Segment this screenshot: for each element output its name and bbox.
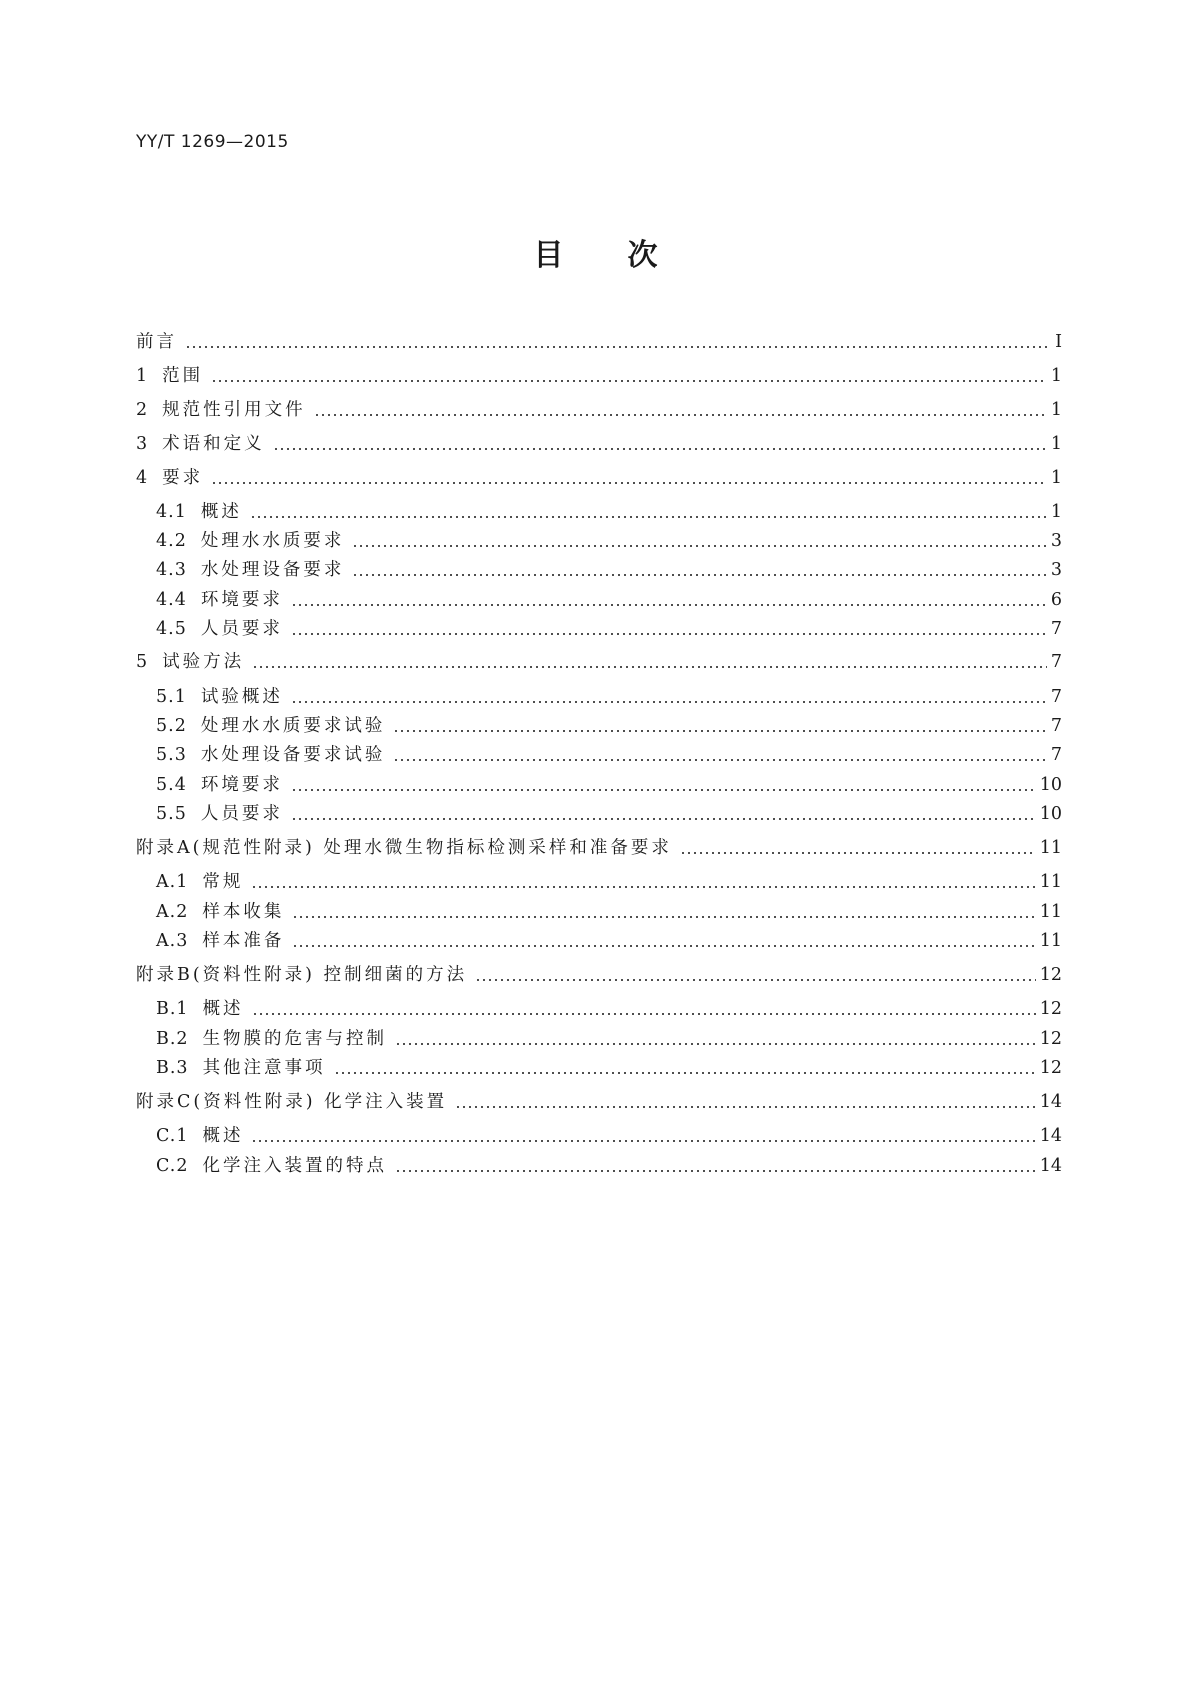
toc-entry[interactable] [156,1027,1062,1051]
dot-leader [273,448,1047,450]
toc-entry-number: B.3 [156,1058,189,1078]
toc-entry-page: 7 [1050,652,1062,672]
toc-entry-page: 3 [1050,560,1062,580]
toc-entry-number: 5.1 [156,687,187,707]
dot-leader [185,346,1048,348]
toc-entry[interactable] [156,1124,1062,1148]
toc-entry-number: 3 [136,434,149,454]
toc-entry-page: 1 [1050,468,1062,488]
toc-entry-title: 附录B(资料性附录) 控制细菌的方法 [136,965,468,985]
toc-entry-title: 水处理设备要求 [200,560,345,580]
dot-leader [251,1140,1035,1142]
toc-entry-title: 化学注入装置的特点 [202,1156,387,1176]
toc-entry-number: C.2 [156,1156,189,1176]
toc-entry-page: 12 [1039,965,1062,985]
dot-leader [292,945,1035,947]
toc-entry-number: B.1 [156,999,189,1019]
toc-entry-page: 7 [1050,619,1062,639]
toc-entry-page: 12 [1039,1058,1062,1078]
toc-entry-number: 2 [136,400,149,420]
toc-entry[interactable] [156,1154,1062,1178]
toc-entry[interactable] [136,1090,1062,1114]
toc-entry-title: 常规 [202,872,244,892]
toc-entry-number: 4.1 [156,502,187,522]
toc-entry[interactable] [156,558,1062,582]
dot-leader [475,979,1036,981]
toc-entry-number: 4.4 [156,590,187,610]
toc-entry[interactable] [136,330,1062,354]
toc-entry-page: 7 [1050,745,1062,765]
toc-entry-title: 附录A(规范性附录) 处理水微生物指标检测采样和准备要求 [136,838,672,858]
toc-entry-title: 其他注意事项 [202,1058,326,1078]
toc-entry-title: 样本准备 [202,931,285,951]
toc-entry-title: 前言 [136,332,177,352]
toc-entry-number: B.2 [156,1029,189,1049]
toc-entry[interactable] [156,802,1062,826]
toc-entry[interactable] [136,650,1062,674]
dot-leader [455,1106,1036,1108]
dot-leader [291,789,1036,791]
toc-entry[interactable] [156,500,1062,524]
dot-leader [291,701,1047,703]
toc-entry[interactable] [136,836,1062,860]
dot-leader [252,666,1047,668]
dot-leader [291,633,1047,635]
dot-leader [291,818,1036,820]
toc-entry-page: 1 [1050,400,1062,420]
toc-entry-page: 10 [1039,775,1062,795]
toc-entry[interactable] [136,466,1062,490]
title-char-1: 目 [533,238,564,273]
toc-entry-title: 人员要求 [200,619,283,639]
dot-leader [252,1013,1036,1015]
dot-leader [250,516,1047,518]
toc-entry[interactable] [156,900,1062,924]
dot-leader [211,380,1047,382]
toc-entry-title: 处理水水质要求试验 [200,716,386,736]
toc-entry-number: C.1 [156,1126,189,1146]
dot-leader [395,1043,1036,1045]
toc-entry[interactable] [136,432,1062,456]
toc-entry-page: 12 [1039,999,1062,1019]
toc-entry-number: 5.5 [156,804,187,824]
toc-entry-number: 4.5 [156,619,187,639]
toc-entry[interactable] [156,685,1062,709]
toc-entry-title: 附录C(资料性附录) 化学注入装置 [136,1092,448,1112]
toc-entry[interactable] [136,364,1062,388]
toc-entry-title: 水处理设备要求试验 [200,745,386,765]
standard-number: YY/T 1269—2015 [136,132,289,152]
toc-entry-page: 7 [1050,687,1062,707]
toc-entry-page: 11 [1039,902,1062,922]
toc-entry-title: 概述 [202,1126,244,1146]
dot-leader [291,604,1047,606]
toc-entry-number: 4 [136,468,149,488]
toc-entry[interactable] [136,963,1062,987]
toc-entry-page: 11 [1039,838,1062,858]
toc-entry-number: 1 [136,366,149,386]
toc-entry-title: 概述 [202,999,244,1019]
toc-entry-page: 10 [1039,804,1062,824]
title-char-2: 次 [627,238,658,273]
dot-leader [334,1072,1036,1074]
toc-entry[interactable] [156,529,1062,553]
toc-entry-title: 术语和定义 [162,434,265,454]
toc-entry[interactable] [136,398,1062,422]
toc-entry-page: 1 [1050,434,1062,454]
toc-entry-page: 14 [1039,1126,1062,1146]
toc-entry-page: 11 [1039,872,1062,892]
dot-leader [352,545,1047,547]
toc-entry[interactable] [156,743,1062,767]
toc-entry-number: A.1 [156,872,189,892]
toc-entry-page: 14 [1039,1156,1062,1176]
toc-entry-page: 1 [1050,502,1062,522]
toc-entry-title: 环境要求 [200,590,283,610]
dot-leader [393,730,1047,732]
toc-entry-page: 11 [1039,931,1062,951]
toc-entry-page: 6 [1050,590,1062,610]
dot-leader [251,886,1035,888]
toc-entry-title: 样本收集 [202,902,285,922]
toc-entry[interactable] [156,588,1062,612]
toc-entry[interactable] [156,997,1062,1021]
toc-entry[interactable] [156,617,1062,641]
toc-entry-number: 5 [136,652,149,672]
dot-leader [314,414,1047,416]
toc-entry-number: 5.4 [156,775,187,795]
toc-entry-number: 4.2 [156,531,187,551]
toc-entry[interactable] [156,714,1062,738]
toc-entry-page: 3 [1050,531,1062,551]
page-title [0,230,1191,274]
toc-entry-number: A.2 [156,902,189,922]
dot-leader [393,759,1047,761]
toc-entry-page: 12 [1039,1029,1062,1049]
toc-entry-number: A.3 [156,931,189,951]
toc-entry-title: 范围 [162,366,204,386]
toc-entry-page: 7 [1050,716,1062,736]
toc-entry-page: 1 [1050,366,1062,386]
toc-entry-title: 生物膜的危害与控制 [202,1029,388,1049]
toc-entry-title: 概述 [200,502,242,522]
dot-leader [352,574,1047,576]
toc-entry-number: 4.3 [156,560,187,580]
toc-entry-number: 5.2 [156,716,187,736]
toc-entry[interactable] [156,929,1062,953]
toc-entry-page: 14 [1039,1092,1062,1112]
toc-entry-title: 规范性引用文件 [162,400,306,420]
toc-entry-number: 5.3 [156,745,187,765]
toc-entry-title: 试验方法 [162,652,245,672]
toc-entry[interactable] [156,773,1062,797]
dot-leader [292,916,1035,918]
dot-leader [680,852,1036,854]
toc-entry-title: 要求 [162,468,204,488]
toc-entry-title: 处理水水质要求 [200,531,345,551]
toc-entry-title: 试验概述 [200,687,283,707]
toc-entry[interactable] [156,1056,1062,1080]
toc-entry-title: 环境要求 [200,775,283,795]
toc-entry[interactable] [156,870,1062,894]
toc-entry-page: Ⅰ [1055,332,1062,352]
dot-leader [211,482,1047,484]
toc-entry-title: 人员要求 [200,804,283,824]
dot-leader [395,1170,1036,1172]
